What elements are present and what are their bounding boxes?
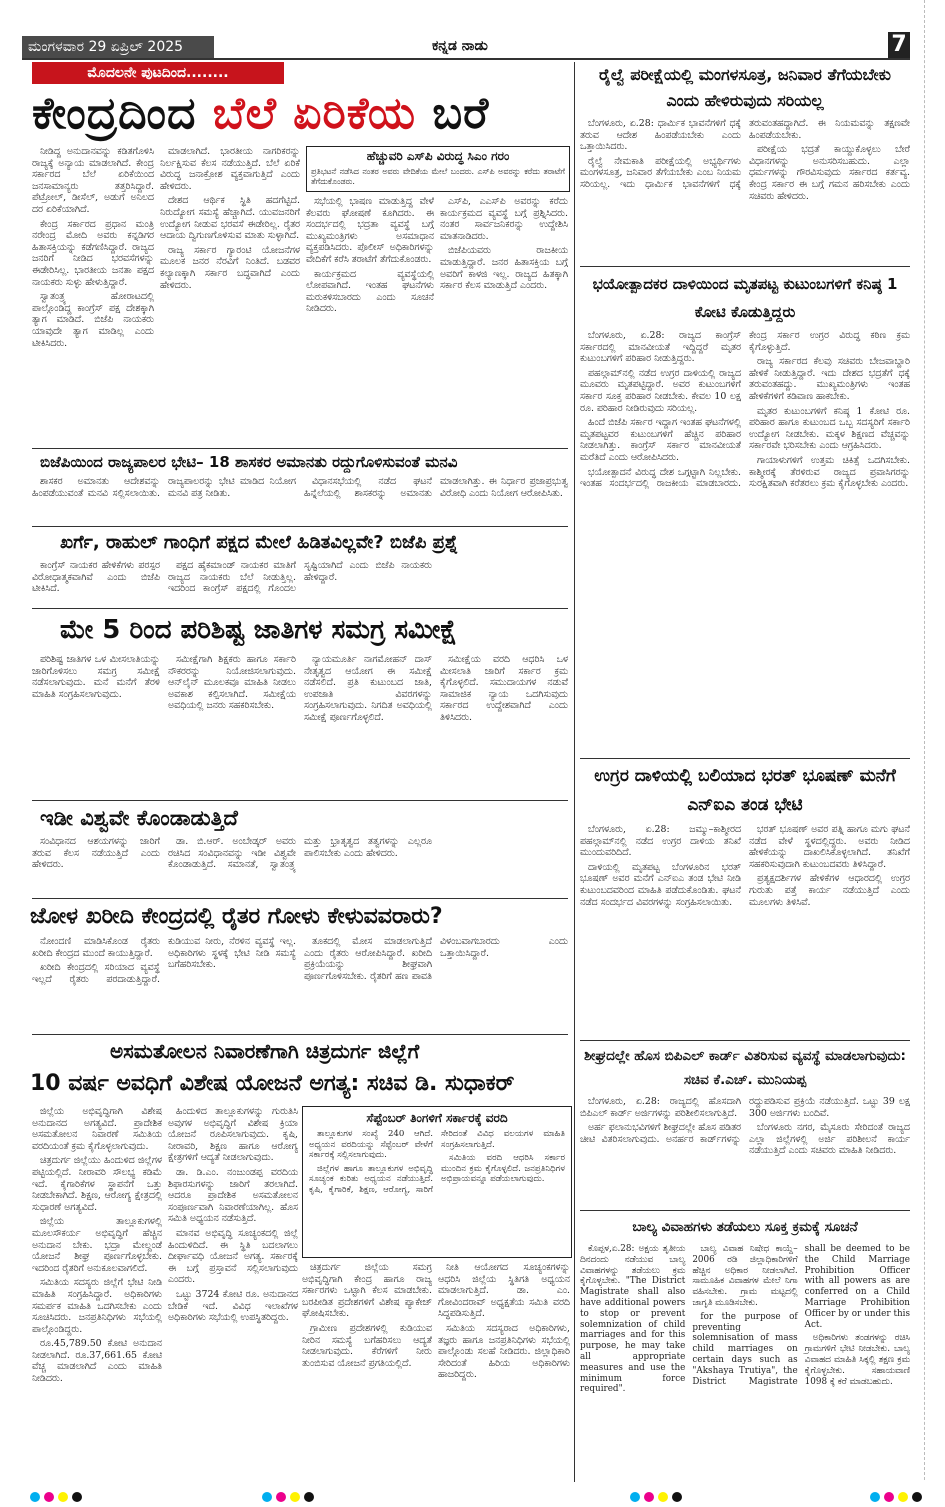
story-text-bpl: ಬೆಂಗಳೂರು, ಏ.28: ರಾಜ್ಯದಲ್ಲಿ ಹೊಸದಾಗಿ ಬಿಪಿಎಲ್ ಕಾರ್ಡ್ ಅರ್ಜಿಗಳನ್ನು ಪರಿಶೀಲಿಸಲಾಗುತ್ತಿದೆ. xyxy=(580,1096,741,1119)
story-body-governor: ಶಾಸಕರ ಅಮಾನತು ಆದೇಶವನ್ನು ಹಿಂಪಡೆಯುವಂತೆ ಮನವಿ ಸಲ್ಲಿಸಲಾಯಿತು. ರಾಜ್ಯಪಾಲರನ್ನು ಭೇಟಿ ಮಾಡಿದ ನಿಯೋಗ ಮನವಿ ಪತ್ರ ನೀಡಿತು. ವಿಧಾನಸಭೆಯಲ್ಲಿ ನಡೆದ ಘಟನೆ ಹಿನ್ನೆಲೆಯಲ್ಲಿ ಶಾಸಕರನ್ನು ಅಮಾನತು ಮಾಡಲಾಗಿತ್ತು. ಈ ನಿರ್ಧಾರ ಪ್ರಜಾಪ್ರಭುತ್ವ ವಿರೋಧಿ ಎಂದು ನಿಯೋಗ ಆರೋಪಿಸಿತು. xyxy=(32,476,568,524)
story-text-railway: ಬೆಂಗಳೂರು, ಏ.28: ಧಾರ್ಮಿಕ ಭಾವನೆಗಳಿಗೆ ಧಕ್ಕೆ ತರುವ ಆದೇಶ ಹಿಂಪಡೆಯಬೇಕು ಎಂದು ಒತ್ತಾಯಿಸಿದರು. xyxy=(580,118,741,153)
story-headline-child-marriage: ಬಾಲ್ಯ ವಿವಾಹಗಳು ತಡೆಯಲು ಸೂಕ್ತ ಕ್ರಮಕ್ಕೆ ಸೂಚನೆ xyxy=(632,1219,858,1235)
divider xyxy=(32,448,568,449)
magenta-dot xyxy=(644,1492,654,1502)
divider xyxy=(32,898,568,899)
story-body-nia: ಬೆಂಗಳೂರು, ಏ.28: ಜಮ್ಮು–ಕಾಶ್ಮೀರದ ಪಹಲ್ಗಾಮ್‌ನಲ್ಲಿ ನಡೆದ ಉಗ್ರರ ದಾಳಿಯ ತನಿಖೆ ಮುಂದುವರಿದಿದೆ. ದಾಳಿಯಲ್ಲಿ ಮೃತಪಟ್ಟ ಬೆಂಗಳೂರಿನ ಭರತ್ ಭೂಷಣ್ ಅವರ ಮನೆಗೆ ಎನ್‌ಐಎ ತಂಡ ಭೇಟಿ ನೀಡಿ ಕುಟುಂಬದವರಿಂದ ಮಾಹಿತಿ ಪಡೆದುಕೊಂಡಿತು. ಘಟನೆ ನಡೆದ ಸಂದರ್ಭದ ವಿವರಗಳನ್ನು ಸಂಗ್ರಹಿಸಲಾಯಿತು. ಭರತ್ ಭೂಷಣ್ ಅವರ ಪತ್ನಿ ಹಾಗೂ ಮಗು ಘಟನೆ ನಡೆದ ವೇಳೆ ಸ್ಥಳದಲ್ಲಿದ್ದರು. ಅವರು ನೀಡಿದ ಹೇಳಿಕೆಯನ್ನು ದಾಖಲಿಸಿಕೊಳ್ಳಲಾಗಿದೆ. ತನಿಖೆಗೆ ಸಹಕರಿಸುವುದಾಗಿ ಕುಟುಂಬದವರು ತಿಳಿಸಿದ್ದಾರೆ. ಪ್ರತ್ಯಕ್ಷದರ್ಶಿಗಳ ಹೇಳಿಕೆಗಳ ಆಧಾರದಲ್ಲಿ ಉಗ್ರರ ಗುರುತು ಪತ್ತೆ ಕಾರ್ಯ ನಡೆಯುತ್ತಿದೆ ಎಂದು ಮೂಲಗಳು ತಿಳಿಸಿವೆ. xyxy=(580,824,910,908)
sudhakar-column-1: ಜಿಲ್ಲೆಯ ಅಭಿವೃದ್ಧಿಗಾಗಿ ವಿಶೇಷ ಅನುದಾನದ ಅಗತ್ಯವಿದೆ. ಪ್ರಾದೇಶಿಕ ಅಸಮತೋಲನ ನಿವಾರಣೆ ಸಮಿತಿಯ ವರದಿಯಂತೆ ಕ್ರಮ ಕೈಗೊಳ್ಳಲಾಗುವುದು. ಚಿತ್ರದುರ್ಗ ಜಿಲ್ಲೆಯು ಹಿಂದುಳಿದ ಜಿಲ್ಲೆಗಳ ಪಟ್ಟಿಯಲ್ಲಿದೆ. ನೀರಾವರಿ ಸೌಲಭ್ಯ ಕಡಿಮೆ ಇದೆ. ಕೈಗಾರಿಕೆಗಳ ಸ್ಥಾಪನೆಗೆ ಒತ್ತು ನೀಡಬೇಕಾಗಿದೆ. ಶಿಕ್ಷಣ, ಆರೋಗ್ಯ ಕ್ಷೇತ್ರದಲ್ಲಿ ಸುಧಾರಣೆ ಅಗತ್ಯವಿದೆ. ಜಿಲ್ಲೆಯ ತಾಲ್ಲೂಕುಗಳಲ್ಲಿ ಮೂಲಸೌಕರ್ಯ ಅಭಿವೃದ್ಧಿಗೆ ಹೆಚ್ಚಿನ ಅನುದಾನ ಬೇಕು. ಭದ್ರಾ ಮೇಲ್ದಂಡೆ ಯೋಜನೆ ಶೀಘ್ರ ಪೂರ್ಣಗೊಳ್ಳಬೇಕು. ಇದರಿಂದ ರೈತರಿಗೆ ಅನುಕೂಲವಾಗಲಿದೆ. ಸಮಿತಿಯ ಸದಸ್ಯರು ಜಿಲ್ಲೆಗೆ ಭೇಟಿ ನೀಡಿ ಮಾಹಿತಿ ಸಂಗ್ರಹಿಸಿದ್ದಾರೆ. ಅಧಿಕಾರಿಗಳು ಸಮರ್ಪಕ ಮಾಹಿತಿ ಒದಗಿಸಬೇಕು ಎಂದು ಸೂಚಿಸಿದರು. ಜನಪ್ರತಿನಿಧಿಗಳು ಸಭೆಯಲ್ಲಿ ಪಾಲ್ಗೊಂಡಿದ್ದರು. ರೂ.45,789.50 ಕೋಟಿ ಅನುದಾನ ನೀಡಲಾಗಿದೆ. ರೂ.37,661.65 ಕೋಟಿ ವೆಚ್ಚ ಮಾಡಲಾಗಿದೆ ಎಂದು ಮಾಹಿತಿ ನೀಡಿದರು. xyxy=(32,1106,162,1385)
yellow-dot xyxy=(898,1492,908,1502)
issue-date: ಮಂಗಳವಾರ 29 ಏಪ್ರಿಲ್ 2025 xyxy=(22,36,214,58)
continued-tag: ಮೊದಲನೇ ಪುಟದಿಂದ........ xyxy=(32,62,284,84)
story-headline-sudhakar: 10 ವರ್ಷ ಅವಧಿಗೆ ವಿಶೇಷ ಯೋಜನೆ ಅಗತ್ಯ: ಸಚಿವ ಡಿ. ಸುಧಾಕರ್ xyxy=(30,1071,515,1096)
lead-column-2: ಮಾಡಲಾಗಿದೆ. ಭಾರತೀಯ ನಾಗರಿಕರನ್ನು ನಿರ್ಲಕ್ಷಿಸುವ ಕೆಲಸ ನಡೆಯುತ್ತಿದೆ. ಬೆಲೆ ಏರಿಕೆ ವಿರುದ್ಧ ಜನಾಕ್ರೋಶ ವ್ಯಕ್ತವಾಗುತ್ತಿದೆ ಎಂದು ಹೇಳಿದರು. ದೇಶದ ಆರ್ಥಿಕ ಸ್ಥಿತಿ ಹದಗೆಟ್ಟಿದೆ. ನಿರುದ್ಯೋಗ ಸಮಸ್ಯೆ ಹೆಚ್ಚಾಗಿದೆ. ಯುವಜನರಿಗೆ ಉದ್ಯೋಗ ನೀಡುವ ಭರವಸೆ ಈಡೇರಿಲ್ಲ. ರೈತರ ಆದಾಯ ದ್ವಿಗುಣಗೊಳಿಸುವ ಮಾತು ಸುಳ್ಳಾಗಿದೆ. ರಾಜ್ಯ ಸರ್ಕಾರ ಗ್ಯಾರಂಟಿ ಯೋಜನೆಗಳ ಮೂಲಕ ಜನರ ನೆರವಿಗೆ ನಿಂತಿದೆ. ಬಡವರ ಕಲ್ಯಾಣಕ್ಕಾಗಿ ಸರ್ಕಾರ ಬದ್ಧವಾಗಿದೆ ಎಂದು ಹೇಳಿದರು. xyxy=(160,146,300,291)
story-headline-kharge: ಖರ್ಗೆ, ರಾಹುಲ್ ಗಾಂಧಿಗೆ ಪಕ್ಷದ ಮೇಲೆ ಹಿಡಿತವಿಲ್ಲವೇ? ಬಿಜೆಪಿ ಪ್ರಶ್ನೆ xyxy=(60,532,458,553)
divider xyxy=(580,266,910,267)
report-column-2: ನೀತಿ ಆಯೋಗದ ಸೂಚ್ಯಂಕಗಳನ್ನು ಆಧರಿಸಿ ಜಿಲ್ಲೆಯ ಸ್ಥಿತಿಗತಿ ಅಧ್ಯಯನ ಮಾಡಲಾಗುತ್ತಿದೆ. ಡಾ. ಎಂ. ಗೋವಿಂದರಾವ್ ಅಧ್ಯಕ್ಷತೆಯ ಸಮಿತಿ ವರದಿ ಸಿದ್ಧಪಡಿಸುತ್ತಿದೆ. ಸಮಿತಿಯ ಸದಸ್ಯರಾದ ಅಧಿಕಾರಿಗಳು, ತಜ್ಞರು ಹಾಗೂ ಜನಪ್ರತಿನಿಧಿಗಳು ಸಭೆಯಲ್ಲಿ ಪಾಲ್ಗೊಂಡು ಸಲಹೆ ನೀಡಿದರು. ಜಿಲ್ಲಾಧಿಕಾರಿ ಸೇರಿದಂತೆ ಹಿರಿಯ ಅಧಿಕಾರಿಗಳು ಹಾಜರಿದ್ದರು. xyxy=(438,1262,570,1381)
registration-marks xyxy=(0,1488,945,1507)
magenta-dot xyxy=(44,1492,54,1502)
report-box-body: ತಾಲ್ಲೂಕುಗಳ ಸಂಖ್ಯೆ 240 ಆಗಿದೆ. ಅಧ್ಯಯನ ವರದಿಯನ್ನು ಸೆಪ್ಟೆಂಬರ್ ವೇಳೆಗೆ ಸರ್ಕಾರಕ್ಕೆ ಸಲ್ಲಿಸಲಾಗುವುದು. ಜಿಲ್ಲೆಗಳ ಹಾಗೂ ತಾಲ್ಲೂಕುಗಳ ಅಭಿವೃದ್ಧಿ ಸೂಚ್ಯಂಕ ಕುರಿತು ಅಧ್ಯಯನ ನಡೆಯುತ್ತಿದೆ. ಕೃಷಿ, ಕೈಗಾರಿಕೆ, ಶಿಕ್ಷಣ, ಆರೋಗ್ಯ, ಸಾರಿಗೆ ಸೇರಿದಂತೆ ವಿವಿಧ ವಲಯಗಳ ಮಾಹಿತಿ ಸಂಗ್ರಹಿಸಲಾಗುತ್ತಿದೆ. ಸಮಿತಿಯ ವರದಿ ಆಧರಿಸಿ ಸರ್ಕಾರ ಮುಂದಿನ ಕ್ರಮ ಕೈಗೊಳ್ಳಲಿದೆ. ಜನಪ್ರತಿನಿಧಿಗಳ ಅಭಿಪ್ರಾಯವನ್ನೂ ಪಡೆಯಲಾಗುವುದು. xyxy=(309,1129,565,1195)
story-body-kharge: ಕಾಂಗ್ರೆಸ್ ನಾಯಕರ ಹೇಳಿಕೆಗಳು ಪರಸ್ಪರ ವಿರೋಧಾತ್ಮಕವಾಗಿವೆ ಎಂದು ಬಿಜೆಪಿ ಟೀಕಿಸಿದೆ. ಪಕ್ಷದ ಹೈಕಮಾಂಡ್ ನಾಯಕರ ಮಾತಿಗೆ ರಾಜ್ಯದ ನಾಯಕರು ಬೆಲೆ ನೀಡುತ್ತಿಲ್ಲ. ಇದರಿಂದ ಕಾಂಗ್ರೆಸ್ ಪಕ್ಷದಲ್ಲಿ ಗೊಂದಲ ಸೃಷ್ಟಿಯಾಗಿದೆ ಎಂದು ಬಿಜೆಪಿ ನಾಯಕರು ಹೇಳಿದ್ದಾರೆ. xyxy=(32,560,432,595)
story-headline-jowar: ಜೋಳ ಖರೀದಿ ಕೇಂದ್ರದಲ್ಲಿ ರೈತರ ಗೋಳು ಕೇಳುವವರಾರು? xyxy=(30,904,443,929)
black-dot xyxy=(912,1492,922,1502)
story-headline-terror: ಭಯೋತ್ಪಾದಕರ ದಾಳಿಯಿಂದ ಮೃತಪಟ್ಟ ಕುಟುಂಬಗಳಿಗೆ ಕನಿಷ್ಠ 1 ಕೋಟಿ ಕೊಡುತ್ತಿದ್ದರು xyxy=(592,275,898,321)
lead-body-left: ನೀಡಿದ್ದ ಅನುದಾನವನ್ನು ಕಡಿತಗೊಳಿಸಿ ರಾಜ್ಯಕ್ಕೆ ಅನ್ಯಾಯ ಮಾಡಲಾಗಿದೆ. ಕೇಂದ್ರ ಸರ್ಕಾರದ ಬೆಲೆ ಏರಿಕೆಯಿಂದ ಜನಸಾಮಾನ್ಯರು ತತ್ತರಿಸಿದ್ದಾರೆ. ಪೆಟ್ರೋಲ್, ಡೀಸೆಲ್, ಅಡುಗೆ ಅನಿಲದ ದರ ಏರಿಕೆಯಾಗಿದೆ. xyxy=(32,146,154,215)
divider xyxy=(32,800,568,801)
magenta-dot xyxy=(276,1492,286,1502)
story-body-bpl: ಬೆಂಗಳೂರು, ಏ.28: ರಾಜ್ಯದಲ್ಲಿ ಹೊಸದಾಗಿ ಬಿಪಿಎಲ್ ಕಾರ್ಡ್ ಅರ್ಜಿಗಳನ್ನು ಪರಿಶೀಲಿಸಲಾಗುತ್ತಿದೆ. ಅರ್ಹ ಫಲಾನುಭವಿಗಳಿಗೆ ಶೀಘ್ರದಲ್ಲೇ ಹೊಸ ಪಡಿತರ ಚೀಟಿ ವಿತರಿಸಲಾಗುವುದು. ಅನರ್ಹರ ಕಾರ್ಡ್‌ಗಳನ್ನು ರದ್ದುಪಡಿಸುವ ಪ್ರಕ್ರಿಯೆ ನಡೆಯುತ್ತಿದೆ. ಒಟ್ಟು 39 ಲಕ್ಷ 300 ಅರ್ಜಿಗಳು ಬಂದಿವೆ. ಬೆಂಗಳೂರು ನಗರ, ಮೈಸೂರು ಸೇರಿದಂತೆ ರಾಜ್ಯದ ಎಲ್ಲಾ ಜಿಲ್ಲೆಗಳಲ್ಲಿ ಅರ್ಜಿ ಪರಿಶೀಲನೆ ಕಾರ್ಯ ನಡೆಯುತ್ತಿದೆ ಎಂದು ಸಚಿವರು ಮಾಹಿತಿ ನೀಡಿದರು. xyxy=(580,1096,910,1157)
report-box-headline: ಸೆಪ್ಟೆಂಬರ್ ತಿಂಗಳಿಗೆ ಸರ್ಕಾರಕ್ಕೆ ವರದಿ xyxy=(366,1111,508,1125)
page-number: 7 xyxy=(888,32,910,58)
story-headline-world: ಇಡೀ ವಿಶ್ವವೇ ಕೊಂಡಾಡುತ್ತಿದೆ xyxy=(40,806,238,830)
report-box-text: ತಾಲ್ಲೂಕುಗಳ ಸಂಖ್ಯೆ 240 ಆಗಿದೆ. ಅಧ್ಯಯನ ವರದಿಯನ್ನು ಸೆಪ್ಟೆಂಬರ್ ವೇಳೆಗೆ ಸರ್ಕಾರಕ್ಕೆ ಸಲ್ಲಿಸಲಾಗುವುದು. xyxy=(309,1129,433,1161)
story-text-sudhakar: ಜಿಲ್ಲೆಯ ಅಭಿವೃದ್ಧಿಗಾಗಿ ವಿಶೇಷ ಅನುದಾನದ ಅಗತ್ಯವಿದೆ. ಪ್ರಾದೇಶಿಕ ಅಸಮತೋಲನ ನಿವಾರಣೆ ಸಮಿತಿಯ ವರದಿಯಂತೆ ಕ್ರಮ ಕೈಗೊಳ್ಳಲಾಗುವುದು. xyxy=(32,1106,162,1152)
yellow-dot xyxy=(58,1492,68,1502)
story-text-survey: ಪರಿಶಿಷ್ಟ ಜಾತಿಗಳ ಒಳ ಮೀಸಲಾತಿಯನ್ನು ಜಾರಿಗೊಳಿಸಲು ಸಮಗ್ರ ಸಮೀಕ್ಷೆ ನಡೆಸಲಾಗುವುದು. ಮನೆ ಮನೆಗೆ ತೆರಳಿ ಮಾಹಿತಿ ಸಂಗ್ರಹಿಸಲಾಗುವುದು. xyxy=(32,654,160,700)
divider xyxy=(32,526,568,527)
story-body-child-marriage: ಕೊಪ್ಪಳ,ಏ.28: ಅಕ್ಷಯ ತೃತೀಯ ದಿನದಂದು ನಡೆಯುವ ಬಾಲ್ಯ ವಿವಾಹಗಳನ್ನು ತಡೆಯಲು ಕ್ರಮ ಕೈಗೊಳ್ಳಬೇಕು. "The District Magistrate shall also have additional powers to stop or prevent solemnization of child marriages and for this purpose, he may take all appropriate measures and use the minimum force required". ಬಾಲ್ಯ ವಿವಾಹ ನಿಷೇಧ ಕಾಯ್ದೆ–2006 ರಡಿ ಜಿಲ್ಲಾಧಿಕಾರಿಗಳಿಗೆ ಹೆಚ್ಚಿನ ಅಧಿಕಾರ ನೀಡಲಾಗಿದೆ. ಸಾಮೂಹಿಕ ವಿವಾಹಗಳ ಮೇಲೆ ನಿಗಾ ವಹಿಸಬೇಕು. ಗ್ರಾಮ ಮಟ್ಟದಲ್ಲಿ ಜಾಗೃತಿ ಮೂಡಿಸಬೇಕು. for the purpose of preventing solemnisation of mass child marriages on certain days such as "Akshaya Trutiya", the District Magistrate shall be deemed to be the Child Marriage Prohibition Officer with all powers as are conferred on a Child Marriage Prohibition Officer by or under this Act. ಅಧಿಕಾರಿಗಳು ತಂಡಗಳನ್ನು ರಚಿಸಿ ಗ್ರಾಮಗಳಿಗೆ ಭೇಟಿ ನೀಡಬೇಕು. ಬಾಲ್ಯ ವಿವಾಹದ ಮಾಹಿತಿ ಸಿಕ್ಕಲ್ಲಿ ತಕ್ಷಣ ಕ್ರಮ ಕೈಗೊಳ್ಳಬೇಕು. ಸಹಾಯವಾಣಿ 1098 ಕ್ಕೆ ಕರೆ ಮಾಡಬಹುದು. xyxy=(580,1244,910,1395)
yellow-dot xyxy=(658,1492,668,1502)
story-headline-survey: ಮೇ 5 ರಿಂದ ಪರಿಶಿಷ್ಟ ಜಾತಿಗಳ ಸಮಗ್ರ ಸಮೀಕ್ಷೆ xyxy=(60,615,458,645)
cm-box-body: ಪ್ರತಿಭಟನೆ ನಡೆಸಿದ ನಂತರ ಅವರು ವೇದಿಕೆಯ ಮೇಲೆ ಬಂದರು. ಎಸ್‌ಪಿ ಅವರನ್ನು ಕರೆದು ತರಾಟೆಗೆ ತೆಗೆದುಕೊಂಡರು. xyxy=(311,167,565,186)
yellow-dot xyxy=(290,1492,300,1502)
story-headline-governor: ಬಿಜೆಪಿಯಿಂದ ರಾಜ್ಯಪಾಲರ ಭೇಟಿ– 18 ಶಾಸಕರ ಅಮಾನತು ರದ್ದುಗೊಳಿಸುವಂತೆ ಮನವಿ xyxy=(40,453,458,471)
divider xyxy=(580,1210,910,1211)
story-body-survey: ಪರಿಶಿಷ್ಟ ಜಾತಿಗಳ ಒಳ ಮೀಸಲಾತಿಯನ್ನು ಜಾರಿಗೊಳಿಸಲು ಸಮಗ್ರ ಸಮೀಕ್ಷೆ ನಡೆಸಲಾಗುವುದು. ಮನೆ ಮನೆಗೆ ತೆರಳಿ ಮಾಹಿತಿ ಸಂಗ್ರಹಿಸಲಾಗುವುದು. ಸಮೀಕ್ಷೆಗಾಗಿ ಶಿಕ್ಷಕರು ಹಾಗೂ ಸರ್ಕಾರಿ ನೌಕರರನ್ನು ನಿಯೋಜಿಸಲಾಗುವುದು. ಆನ್‌ಲೈನ್ ಮೂಲಕವೂ ಮಾಹಿತಿ ನೀಡಲು ಅವಕಾಶ ಕಲ್ಪಿಸಲಾಗಿದೆ. ಸಮೀಕ್ಷೆಯ ಅವಧಿಯಲ್ಲಿ ಜನರು ಸಹಕರಿಸಬೇಕು. ನ್ಯಾಯಮೂರ್ತಿ ನಾಗಮೋಹನ್ ದಾಸ್ ನೇತೃತ್ವದ ಆಯೋಗ ಈ ಸಮೀಕ್ಷೆ ನಡೆಸಲಿದೆ. ಪ್ರತಿ ಕುಟುಂಬದ ಜಾತಿ, ಉಪಜಾತಿ ವಿವರಗಳನ್ನು ಸಂಗ್ರಹಿಸಲಾಗುವುದು. ನಿಗದಿತ ಅವಧಿಯಲ್ಲಿ ಸಮೀಕ್ಷೆ ಪೂರ್ಣಗೊಳ್ಳಲಿದೆ. ಸಮೀಕ್ಷೆಯ ವರದಿ ಆಧರಿಸಿ ಒಳ ಮೀಸಲಾತಿ ಜಾರಿಗೆ ಸರ್ಕಾರ ಕ್ರಮ ಕೈಗೊಳ್ಳಲಿದೆ. ಸಮುದಾಯಗಳ ನಡುವೆ ಸಾಮಾಜಿಕ ನ್ಯಾಯ ಒದಗಿಸುವುದು ಸರ್ಕಾರದ ಉದ್ದೇಶವಾಗಿದೆ ಎಂದು ತಿಳಿಸಿದರು. xyxy=(32,654,568,723)
column-divider xyxy=(574,62,575,1482)
cm-box-headline: ಹೆಚ್ಚುವರಿ ಎಸ್‌ಪಿ ವಿರುದ್ಧ ಸಿಎಂ ಗರಂ xyxy=(366,149,510,163)
story-headline-railway: ರೈಲ್ವೆ ಪರೀಕ್ಷೆಯಲ್ಲಿ ಮಂಗಳಸೂತ್ರ, ಜನಿವಾರ ತೆಗೆಯಬೇಕು ಎಂದು ಹೇಳಿರುವುದು ಸರಿಯಲ್ಲ xyxy=(599,65,891,110)
lead-column-1: ನೀಡಿದ್ದ ಅನುದಾನವನ್ನು ಕಡಿತಗೊಳಿಸಿ ರಾಜ್ಯಕ್ಕೆ ಅನ್ಯಾಯ ಮಾಡಲಾಗಿದೆ. ಕೇಂದ್ರ ಸರ್ಕಾರದ ಬೆಲೆ ಏರಿಕೆಯಿಂದ ಜನಸಾಮಾನ್ಯರು ತತ್ತರಿಸಿದ್ದಾರೆ. ಪೆಟ್ರೋಲ್, ಡೀಸೆಲ್, ಅಡುಗೆ ಅನಿಲದ ದರ ಏರಿಕೆಯಾಗಿದೆ. ಕೇಂದ್ರ ಸರ್ಕಾರದ ಪ್ರಧಾನ ಮಂತ್ರಿ ನರೇಂದ್ರ ಮೋದಿ ಅವರು ಕನ್ನಡಿಗರ ಹಿತಾಸಕ್ತಿಯನ್ನು ಕಡೆಗಣಿಸಿದ್ದಾರೆ. ರಾಜ್ಯದ ಜನರಿಗೆ ನೀಡಿದ ಭರವಸೆಗಳನ್ನು ಈಡೇರಿಸಿಲ್ಲ. ಭಾರತೀಯ ಜನತಾ ಪಕ್ಷದ ನಾಯಕರು ಸುಳ್ಳು ಹೇಳುತ್ತಿದ್ದಾರೆ. ಸ್ವಾತಂತ್ರ್ಯ ಹೋರಾಟದಲ್ಲಿ ಪಾಲ್ಗೊಂಡಿದ್ದ ಕಾಂಗ್ರೆಸ್ ಪಕ್ಷ ದೇಶಕ್ಕಾಗಿ ತ್ಯಾಗ ಮಾಡಿದೆ. ಬಿಜೆಪಿ ನಾಯಕರು ಯಾವುದೇ ತ್ಯಾಗ ಮಾಡಿಲ್ಲ ಎಂದು ಟೀಕಿಸಿದರು. xyxy=(32,146,154,349)
story-text-child-marriage: ಕೊಪ್ಪಳ,ಏ.28: ಅಕ್ಷಯ ತೃತೀಯ ದಿನದಂದು ನಡೆಯುವ ಬಾಲ್ಯ ವಿವಾಹಗಳನ್ನು ತಡೆಯಲು ಕ್ರಮ ಕೈಗೊಳ್ಳಬೇಕು. "The District Magistrate shall also have additional powers to stop or prevent solemnization of child marriages and for this purpose, he may take all appropriate measures and use the minimum force required". xyxy=(580,1244,686,1395)
cm-column-1: ಸಭೆಯಲ್ಲಿ ಭಾಷಣ ಮಾಡುತ್ತಿದ್ದ ವೇಳೆ ಕೆಲವರು ಘೋಷಣೆ ಕೂಗಿದರು. ಈ ಸಂದರ್ಭದಲ್ಲಿ ಭದ್ರತಾ ವ್ಯವಸ್ಥೆ ಬಗ್ಗೆ ಮುಖ್ಯಮಂತ್ರಿಗಳು ಅಸಮಾಧಾನ ವ್ಯಕ್ತಪಡಿಸಿದರು. ಪೊಲೀಸ್ ಅಧಿಕಾರಿಗಳನ್ನು ವೇದಿಕೆಗೆ ಕರೆಸಿ ತರಾಟೆಗೆ ತೆಗೆದುಕೊಂಡರು. ಕಾರ್ಯಕ್ರಮದ ವ್ಯವಸ್ಥೆಯಲ್ಲಿ ಲೋಪವಾಗಿದೆ. ಇಂತಹ ಘಟನೆಗಳು ಮರುಕಳಿಸಬಾರದು ಎಂದು ಸೂಚನೆ ನೀಡಿದರು. xyxy=(306,196,434,315)
lead-body-mid: ಮಾಡಲಾಗಿದೆ. ಭಾರತೀಯ ನಾಗರಿಕರನ್ನು ನಿರ್ಲಕ್ಷಿಸುವ ಕೆಲಸ ನಡೆಯುತ್ತಿದೆ. ಬೆಲೆ ಏರಿಕೆ ವಿರುದ್ಧ ಜನಾಕ್ರೋಶ ವ್ಯಕ್ತವಾಗುತ್ತಿದೆ ಎಂದು ಹೇಳಿದರು. xyxy=(160,146,300,192)
paper-name: ಕನ್ನಡ ನಾಡು xyxy=(432,38,488,54)
story-text-jowar: ನೋಂದಣಿ ಮಾಡಿಸಿಕೊಂಡ ರೈತರು ಖರೀದಿ ಕೇಂದ್ರದ ಮುಂದೆ ಕಾಯುತ್ತಿದ್ದಾರೆ. xyxy=(32,936,160,959)
cyan-dot xyxy=(30,1492,40,1502)
cyan-dot xyxy=(870,1492,880,1502)
story-text-governor: ಶಾಸಕರ ಅಮಾನತು ಆದೇಶವನ್ನು ಹಿಂಪಡೆಯುವಂತೆ ಮನವಿ ಸಲ್ಲಿಸಲಾಯಿತು. ರಾಜ್ಯಪಾಲರನ್ನು ಭೇಟಿ ಮಾಡಿದ ನಿಯೋಗ ಮನವಿ ಪತ್ರ ನೀಡಿತು. xyxy=(32,476,296,499)
sudhakar-column-2: ಹಿಂದುಳಿದ ತಾಲ್ಲೂಕುಗಳನ್ನು ಗುರುತಿಸಿ ಅವುಗಳ ಅಭಿವೃದ್ಧಿಗೆ ವಿಶೇಷ ಕ್ರಿಯಾ ಯೋಜನೆ ರೂಪಿಸಲಾಗುವುದು. ಕೃಷಿ, ನೀರಾವರಿ, ಶಿಕ್ಷಣ ಹಾಗೂ ಆರೋಗ್ಯ ಕ್ಷೇತ್ರಗಳಿಗೆ ಆದ್ಯತೆ ನೀಡಲಾಗುವುದು. ಡಾ. ಡಿ.ಎಂ. ನಂಜುಂಡಪ್ಪ ವರದಿಯ ಶಿಫಾರಸುಗಳನ್ನು ಜಾರಿಗೆ ತರಲಾಗಿದೆ. ಆದರೂ ಪ್ರಾದೇಶಿಕ ಅಸಮತೋಲನ ಸಂಪೂರ್ಣವಾಗಿ ನಿವಾರಣೆಯಾಗಿಲ್ಲ. ಹೊಸ ಸಮಿತಿ ಅಧ್ಯಯನ ನಡೆಸುತ್ತಿದೆ. ಮಾನವ ಅಭಿವೃದ್ಧಿ ಸೂಚ್ಯಂಕದಲ್ಲಿ ಜಿಲ್ಲೆ ಹಿಂದುಳಿದಿದೆ. ಈ ಸ್ಥಿತಿ ಬದಲಾಗಲು ದೀರ್ಘಾವಧಿ ಯೋಜನೆ ಅಗತ್ಯ. ಸರ್ಕಾರಕ್ಕೆ ಈ ಬಗ್ಗೆ ಪ್ರಸ್ತಾವನೆ ಸಲ್ಲಿಸಲಾಗುವುದು ಎಂದರು. ಒಟ್ಟು 3724 ಕೋಟಿ ರೂ. ಅನುದಾನದ ಬೇಡಿಕೆ ಇದೆ. ವಿವಿಧ ಇಲಾಖೆಗಳ ಅಧಿಕಾರಿಗಳು ಸಭೆಯಲ್ಲಿ ಉಪಸ್ಥಿತರಿದ್ದರು. xyxy=(168,1106,298,1324)
story-text-terror: ಬೆಂಗಳೂರು, ಏ.28: ರಾಜ್ಯದ ಕಾಂಗ್ರೆಸ್ ಸರ್ಕಾರದಲ್ಲಿ ಮಾನವೀಯತೆ ಇದ್ದಿದ್ದರೆ ಮೃತರ ಕುಟುಂಬಗಳಿಗೆ ಪರಿಹಾರ ನೀಡುತ್ತಿದ್ದರು. xyxy=(580,330,741,365)
story-text-world: ಸಂವಿಧಾನದ ಆಶಯಗಳನ್ನು ಜಾರಿಗೆ ತರುವ ಕೆಲಸ ನಡೆಯುತ್ತಿದೆ ಎಂದು ಹೇಳಿದರು. xyxy=(32,836,160,871)
cm-box xyxy=(306,146,570,192)
story-headline-bpl: ಶೀಘ್ರದಲ್ಲೇ ಹೊಸ ಬಿಪಿಎಲ್ ಕಾರ್ಡ್ ವಿತರಿಸುವ ವ್ಯವಸ್ಥೆ ಮಾಡಲಾಗುವುದು: ಸಚಿವ ಕೆ.ಎಚ್. ಮುನಿಯಪ್ಪ xyxy=(584,1048,906,1088)
black-dot xyxy=(72,1492,82,1502)
cyan-dot xyxy=(262,1492,272,1502)
story-body-railway: ಬೆಂಗಳೂರು, ಏ.28: ಧಾರ್ಮಿಕ ಭಾವನೆಗಳಿಗೆ ಧಕ್ಕೆ ತರುವ ಆದೇಶ ಹಿಂಪಡೆಯಬೇಕು ಎಂದು ಒತ್ತಾಯಿಸಿದರು. ರೈಲ್ವೆ ನೇಮಕಾತಿ ಪರೀಕ್ಷೆಯಲ್ಲಿ ಅಭ್ಯರ್ಥಿಗಳು ಮಂಗಳಸೂತ್ರ, ಜನಿವಾರ ತೆಗೆಯಬೇಕು ಎಂಬ ನಿಯಮ ಸರಿಯಲ್ಲ. ಇದು ಧಾರ್ಮಿಕ ಭಾವನೆಗಳಿಗೆ ಧಕ್ಕೆ ತರುವಂತಹದ್ದಾಗಿದೆ. ಈ ನಿಯಮವನ್ನು ತಕ್ಷಣವೇ ಹಿಂಪಡೆಯಬೇಕು. ಪರೀಕ್ಷೆಯ ಭದ್ರತೆ ಕಾಯ್ದುಕೊಳ್ಳಲು ಬೇರೆ ವಿಧಾನಗಳನ್ನು ಅನುಸರಿಸಬಹುದು. ಎಲ್ಲಾ ಧರ್ಮಗಳನ್ನು ಗೌರವಿಸುವುದು ಸರ್ಕಾರದ ಕರ್ತವ್ಯ. ಕೇಂದ್ರ ಸರ್ಕಾರ ಈ ಬಗ್ಗೆ ಗಮನ ಹರಿಸಬೇಕು ಎಂದು ಸಚಿವರು ಹೇಳಿದರು. xyxy=(580,118,910,202)
report-box xyxy=(302,1106,572,1258)
story-headline-nia: ಉಗ್ರರ ದಾಳಿಯಲ್ಲಿ ಬಲಿಯಾದ ಭರತ್ ಭೂಷಣ್ ಮನೆಗೆ ಎನ್‌ಐಎ ತಂಡ ಭೇಟಿ xyxy=(594,766,896,815)
lead-headline-part3: ಬರೆ xyxy=(432,88,490,139)
magenta-dot xyxy=(884,1492,894,1502)
lead-headline-part2: ಬೆಲೆ ಏರಿಕೆಯ xyxy=(212,88,417,139)
story-body-world: ಸಂವಿಧಾನದ ಆಶಯಗಳನ್ನು ಜಾರಿಗೆ ತರುವ ಕೆಲಸ ನಡೆಯುತ್ತಿದೆ ಎಂದು ಹೇಳಿದರು. ಡಾ. ಬಿ.ಆರ್. ಅಂಬೇಡ್ಕರ್ ಅವರು ರಚಿಸಿದ ಸಂವಿಧಾನವನ್ನು ಇಡೀ ವಿಶ್ವವೇ ಕೊಂಡಾಡುತ್ತಿದೆ. ಸಮಾನತೆ, ಸ್ವಾತಂತ್ರ್ಯ ಮತ್ತು ಭ್ರಾತೃತ್ವದ ತತ್ವಗಳನ್ನು ಎಲ್ಲರೂ ಪಾಲಿಸಬೇಕು ಎಂದು ಹೇಳಿದರು. xyxy=(32,836,432,871)
divider xyxy=(580,758,910,759)
report-column-1: ಚಿತ್ರದುರ್ಗ ಜಿಲ್ಲೆಯ ಸಮಗ್ರ ಅಭಿವೃದ್ಧಿಗಾಗಿ ಕೇಂದ್ರ ಹಾಗೂ ರಾಜ್ಯ ಸರ್ಕಾರಗಳು ಒಟ್ಟಾಗಿ ಕೆಲಸ ಮಾಡಬೇಕು. ಬರಪೀಡಿತ ಪ್ರದೇಶಗಳಿಗೆ ವಿಶೇಷ ಪ್ಯಾಕೇಜ್ ಘೋಷಿಸಬೇಕು. ಗ್ರಾಮೀಣ ಪ್ರದೇಶಗಳಲ್ಲಿ ಕುಡಿಯುವ ನೀರಿನ ಸಮಸ್ಯೆ ಬಗೆಹರಿಸಲು ಆದ್ಯತೆ ನೀಡಲಾಗುವುದು. ಕೆರೆಗಳಿಗೆ ನೀರು ತುಂಬಿಸುವ ಯೋಜನೆ ಪ್ರಗತಿಯಲ್ಲಿದೆ. xyxy=(302,1262,432,1369)
story-headline-chitradurga: ಅಸಮತೋಲನ ನಿವಾರಣೆಗಾಗಿ ಚಿತ್ರದುರ್ಗ ಜಿಲ್ಲೆಗೆ xyxy=(110,1039,420,1063)
margin-stripe xyxy=(924,0,931,1480)
divider xyxy=(580,1040,910,1041)
divider xyxy=(32,608,568,609)
lead-headline xyxy=(32,86,570,142)
story-body-jowar: ನೋಂದಣಿ ಮಾಡಿಸಿಕೊಂಡ ರೈತರು ಖರೀದಿ ಕೇಂದ್ರದ ಮುಂದೆ ಕಾಯುತ್ತಿದ್ದಾರೆ. ಖರೀದಿ ಕೇಂದ್ರದಲ್ಲಿ ಸರಿಯಾದ ವ್ಯವಸ್ಥೆ ಇಲ್ಲದೆ ರೈತರು ಪರದಾಡುತ್ತಿದ್ದಾರೆ. ಕುಡಿಯುವ ನೀರು, ನೆರಳಿನ ವ್ಯವಸ್ಥೆ ಇಲ್ಲ. ಅಧಿಕಾರಿಗಳು ಸ್ಥಳಕ್ಕೆ ಭೇಟಿ ನೀಡಿ ಸಮಸ್ಯೆ ಬಗೆಹರಿಸಬೇಕು. ತೂಕದಲ್ಲಿ ಮೋಸ ಮಾಡಲಾಗುತ್ತಿದೆ ಎಂದು ರೈತರು ಆರೋಪಿಸಿದ್ದಾರೆ. ಖರೀದಿ ಪ್ರಕ್ರಿಯೆಯನ್ನು ಶೀಘ್ರವಾಗಿ ಪೂರ್ಣಗೊಳಿಸಬೇಕು. ರೈತರಿಗೆ ಹಣ ಪಾವತಿ ವಿಳಂಬವಾಗಬಾರದು ಎಂದು ಒತ್ತಾಯಿಸಿದ್ದಾರೆ. xyxy=(32,936,568,985)
story-text-nia: ಬೆಂಗಳೂರು, ಏ.28: ಜಮ್ಮು–ಕಾಶ್ಮೀರದ ಪಹಲ್ಗಾಮ್‌ನಲ್ಲಿ ನಡೆದ ಉಗ್ರರ ದಾಳಿಯ ತನಿಖೆ ಮುಂದುವರಿದಿದೆ. xyxy=(580,824,741,859)
story-text-kharge: ಕಾಂಗ್ರೆಸ್ ನಾಯಕರ ಹೇಳಿಕೆಗಳು ಪರಸ್ಪರ ವಿರೋಧಾತ್ಮಕವಾಗಿವೆ ಎಂದು ಬಿಜೆಪಿ ಟೀಕಿಸಿದೆ. xyxy=(32,560,160,595)
cyan-dot xyxy=(630,1492,640,1502)
black-dot xyxy=(304,1492,314,1502)
masthead xyxy=(22,32,910,60)
story-body-terror: ಬೆಂಗಳೂರು, ಏ.28: ರಾಜ್ಯದ ಕಾಂಗ್ರೆಸ್ ಸರ್ಕಾರದಲ್ಲಿ ಮಾನವೀಯತೆ ಇದ್ದಿದ್ದರೆ ಮೃತರ ಕುಟುಂಬಗಳಿಗೆ ಪರಿಹಾರ ನೀಡುತ್ತಿದ್ದರು. ಪಹಲ್ಗಾಮ್‌ನಲ್ಲಿ ನಡೆದ ಉಗ್ರರ ದಾಳಿಯಲ್ಲಿ ರಾಜ್ಯದ ಮೂವರು ಮೃತಪಟ್ಟಿದ್ದಾರೆ. ಅವರ ಕುಟುಂಬಗಳಿಗೆ ಸರ್ಕಾರ ಸೂಕ್ತ ಪರಿಹಾರ ನೀಡಬೇಕು. ಕೇವಲ 10 ಲಕ್ಷ ರೂ. ಪರಿಹಾರ ನೀಡಿರುವುದು ಸರಿಯಲ್ಲ. ಹಿಂದೆ ಬಿಜೆಪಿ ಸರ್ಕಾರ ಇದ್ದಾಗ ಇಂತಹ ಘಟನೆಗಳಲ್ಲಿ ಮೃತಪಟ್ಟವರ ಕುಟುಂಬಗಳಿಗೆ ಹೆಚ್ಚಿನ ಪರಿಹಾರ ನೀಡಲಾಗಿತ್ತು. ಕಾಂಗ್ರೆಸ್ ಸರ್ಕಾರ ಮಾನವೀಯತೆ ಮರೆತಿದೆ ಎಂದು ಆರೋಪಿಸಿದರು. ಭಯೋತ್ಪಾದನೆ ವಿರುದ್ಧ ದೇಶ ಒಗ್ಗಟ್ಟಾಗಿ ನಿಲ್ಲಬೇಕು. ಇಂತಹ ಸಂದರ್ಭದಲ್ಲಿ ರಾಜಕೀಯ ಮಾಡಬಾರದು. ಕೇಂದ್ರ ಸರ್ಕಾರ ಉಗ್ರರ ವಿರುದ್ಧ ಕಠಿಣ ಕ್ರಮ ಕೈಗೊಳ್ಳುತ್ತಿದೆ. ರಾಜ್ಯ ಸರ್ಕಾರದ ಕೆಲವು ಸಚಿವರು ಬೇಜವಾಬ್ದಾರಿ ಹೇಳಿಕೆ ನೀಡುತ್ತಿದ್ದಾರೆ. ಇದು ದೇಶದ ಭದ್ರತೆಗೆ ಧಕ್ಕೆ ತರುವಂತಹದ್ದು. ಮುಖ್ಯಮಂತ್ರಿಗಳು ಇಂತಹ ಹೇಳಿಕೆಗಳಿಗೆ ಕಡಿವಾಣ ಹಾಕಬೇಕು. ಮೃತರ ಕುಟುಂಬಗಳಿಗೆ ಕನಿಷ್ಠ 1 ಕೋಟಿ ರೂ. ಪರಿಹಾರ ಹಾಗೂ ಕುಟುಂಬದ ಒಬ್ಬ ಸದಸ್ಯರಿಗೆ ಸರ್ಕಾರಿ ಉದ್ಯೋಗ ನೀಡಬೇಕು. ಮಕ್ಕಳ ಶಿಕ್ಷಣದ ವೆಚ್ಚವನ್ನು ಸರ್ಕಾರವೇ ಭರಿಸಬೇಕು ಎಂದು ಆಗ್ರಹಿಸಿದರು. ಗಾಯಾಳುಗಳಿಗೆ ಉತ್ತಮ ಚಿಕಿತ್ಸೆ ಒದಗಿಸಬೇಕು. ಕಾಶ್ಮೀರಕ್ಕೆ ತೆರಳಿರುವ ರಾಜ್ಯದ ಪ್ರವಾಸಿಗರನ್ನು ಸುರಕ್ಷಿತವಾಗಿ ಕರೆತರಲು ಕ್ರಮ ಕೈಗೊಳ್ಳಬೇಕು ಎಂದರು. xyxy=(580,330,910,490)
divider xyxy=(32,1034,568,1035)
black-dot xyxy=(672,1492,682,1502)
lead-headline-part1: ಕೇಂದ್ರದಿಂದ xyxy=(32,88,197,139)
cm-column-2: ಎಸ್‌ಪಿ, ಎಎಸ್‌ಪಿ ಅವರನ್ನು ಕರೆದು ಕಾರ್ಯಕ್ರಮದ ವ್ಯವಸ್ಥೆ ಬಗ್ಗೆ ಪ್ರಶ್ನಿಸಿದರು. ನಂತರ ಸಾರ್ವಜನಿಕರನ್ನು ಉದ್ದೇಶಿಸಿ ಮಾತನಾಡಿದರು. ಬಿಜೆಪಿಯವರು ರಾಜಕೀಯ ಮಾಡುತ್ತಿದ್ದಾರೆ. ಜನರ ಹಿತಾಸಕ್ತಿಯ ಬಗ್ಗೆ ಅವರಿಗೆ ಕಾಳಜಿ ಇಲ್ಲ. ರಾಜ್ಯದ ಹಿತಕ್ಕಾಗಿ ಸರ್ಕಾರ ಕೆಲಸ ಮಾಡುತ್ತಿದೆ ಎಂದರು. xyxy=(440,196,568,292)
